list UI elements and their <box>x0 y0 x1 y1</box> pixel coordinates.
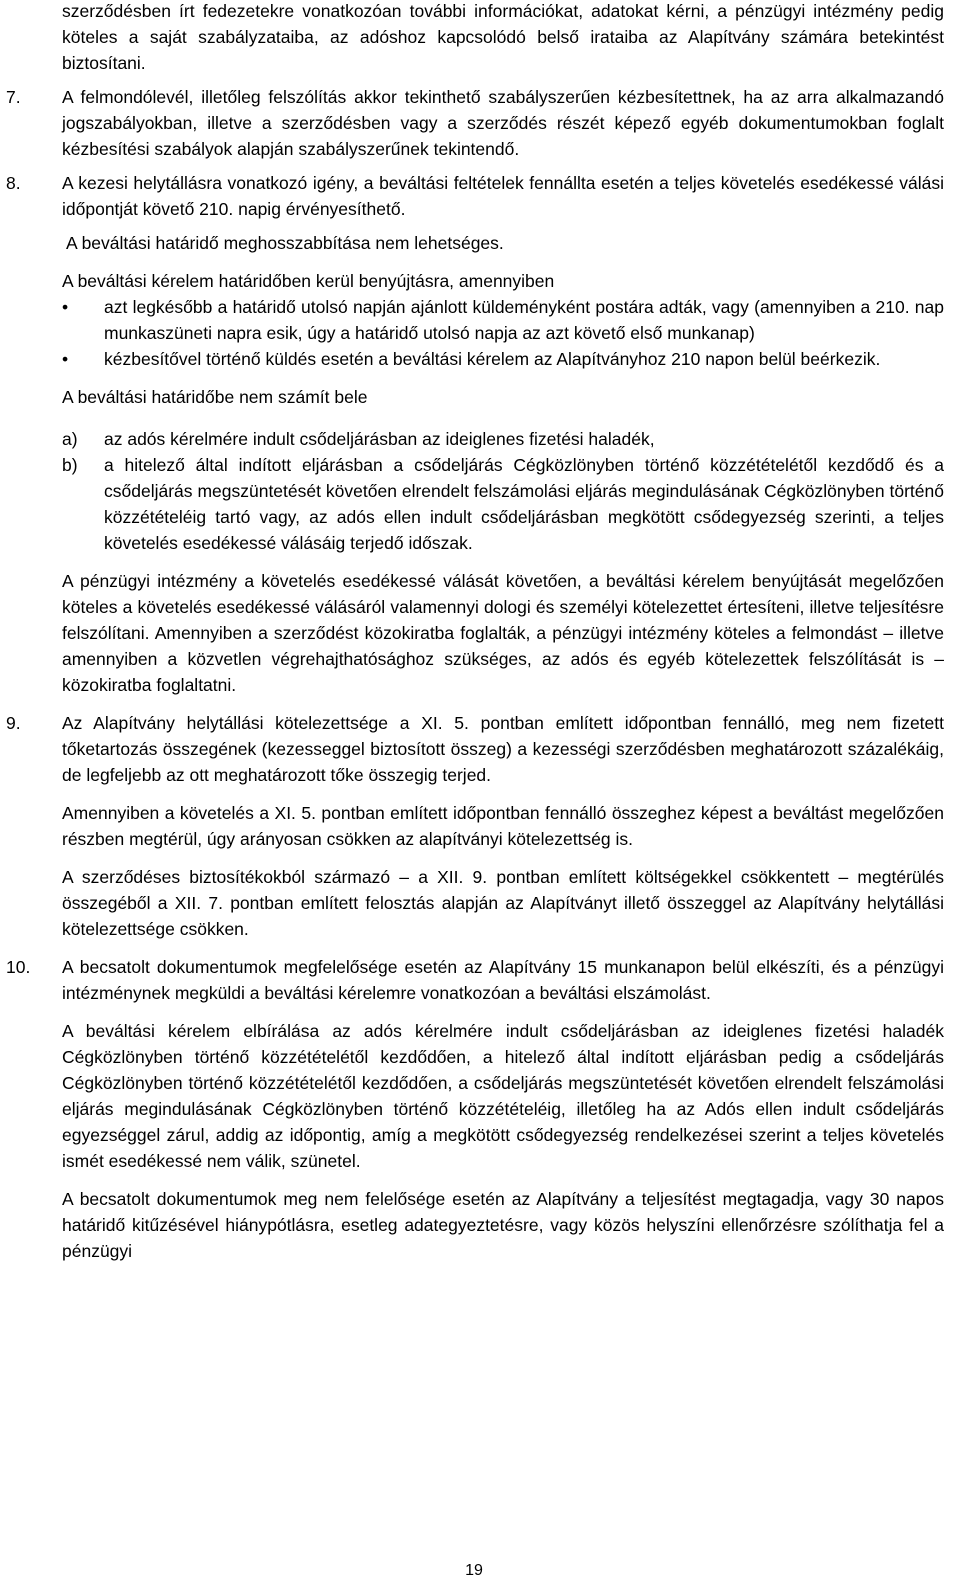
alpha-text: az adós kérelmére indult csődeljárásban az ideiglenes fizetési haladék, <box>104 429 655 449</box>
bullet-item <box>62 294 944 346</box>
item-number: 7. <box>6 87 21 107</box>
item-10 <box>6 954 944 1006</box>
bullet-symbol: • <box>62 297 69 317</box>
bullet-symbol: • <box>62 349 69 369</box>
paragraph-text: Amennyiben a követelés a XI. 5. pontban említett időpontban fennálló összeghez képest a beváltást megelőzően részben megtérül, úgy arányosan csökken az alapítványi kötelezettség is. <box>62 803 944 849</box>
continuation-paragraph <box>62 0 944 76</box>
bullet-item <box>62 346 944 372</box>
paragraph-text: A beváltási határidőbe nem számít bele <box>62 387 368 407</box>
item-number: 9. <box>6 713 21 733</box>
alpha-list-item <box>62 452 944 556</box>
item-7 <box>6 84 944 162</box>
paragraph-text: szerződésben írt fedezetekre vonatkozóan további információkat, adatokat kérni, a pénzügyi intézmény pedig köteles a saját szabályzataiba, az adóshoz kapcsolódó belső irataiba az Alapítvány számára betekintést biztosítani. <box>62 1 944 73</box>
bullet-text: kézbesítővel történő küldés esetén a beváltási kérelem az Alapítványhoz 210 napon belül beérkezik. <box>104 349 881 369</box>
item-number: 8. <box>6 173 21 193</box>
no-extension-paragraph <box>62 230 944 256</box>
paragraph-text: A pénzügyi intézmény a követelés esedékessé válását követően, a beváltási kérelem benyújtását megelőzően köteles a követelés esedékessé válásáról valamennyi dologi és személyi kötelezettet értesíteni, illetve teljesítésre felszólítani. Amennyiben a szerződést közokiratba foglalták, a pénzügyi intézmény köteles a felmondást – illetve amennyiben a közvetlen végrehajthatósághoz szükséges, az adós és egyéb kötelezettek felszólítását is – közokiratba foglaltatni. <box>62 571 944 695</box>
item-9-text: Az Alapítvány helytállási kötelezettsége a XI. 5. pontban említett időpontban fennálló, meg nem fizetett tőketartozás összegének (kezesseggel biztosított összeg) a kezességi szerződésben meghatározott százalékáig, de legfeljebb az ott meghatározott tőke összegig terjed. <box>62 713 944 785</box>
item-9 <box>6 710 944 788</box>
item-10-text: A becsatolt dokumentumok megfelelősége esetén az Alapítvány 15 munkanapon belül elkészíti, és a pénzügyi intézménynek megküldi a beváltási kérelemre vonatkozóan a beváltási elszámolást. <box>62 957 944 1003</box>
item-10-paragraph-2 <box>62 1018 944 1174</box>
alpha-text: a hitelező által indított eljárásban a csődeljárás Cégközlönyben történő közzétételétől kezdődő és a csődeljárás megszüntetését követően elrendelt felszámolási eljárás megindulásának Cégközlönyben történő közzétételéig tartó vagy, az adós ellen indult csődeljárásban megkötött csődegyezség szerinti, a teljes követelés esedékessé válásáig terjedő időszak. <box>104 455 944 553</box>
item-9-paragraph-2 <box>62 800 944 852</box>
paragraph-text: A szerződéses biztosítékokból származó – a XII. 9. pontban említett költségekkel csökkentett – megtérülés összegéből a XII. 7. pontban említett felosztás alapján az Alapítványt illető összeggel az Alapítvány helytállási kötelezettsége csökken. <box>62 867 944 939</box>
item-8-text: A kezesi helytállásra vonatkozó igény, a beváltási feltételek fennállta esetén a teljes követelés esedékessé válási időpontját követő 210. napig érvényesíthető. <box>62 173 944 219</box>
paragraph-text: A beváltási kérelem elbírálása az adós kérelmére indult csődeljárásban az ideiglenes fizetési haladék Cégközlönyben történő közzétételétől kezdődően, a hitelező által indított eljárásban pedig a csődeljárás Cégközlönyben történő közzétételétől kezdődően, a csődeljárás megszüntetését követően elrendelt felszámolási eljárás megindulásának Cégközlönyben történő közzétételéig, illetőleg ha az Adós ellen indult csődeljárás egyezséggel zárul, addig az időpontig, amíg a megkötött csődegyezség rendelkezései szerint a teljes követelés ismét esedékessé nem válik, szünetel. <box>62 1021 944 1171</box>
paragraph-text: A beváltási határidő meghosszabbítása nem lehetséges. <box>66 233 504 253</box>
item-10-paragraph-3 <box>62 1186 944 1264</box>
alpha-list-item <box>62 426 944 452</box>
item-9-paragraph-3 <box>62 864 944 942</box>
alpha-label: a) <box>62 429 78 449</box>
notify-paragraph <box>62 568 944 698</box>
deadline-intro-paragraph <box>62 268 944 294</box>
excluded-intro-paragraph <box>62 384 944 410</box>
paragraph-text: A beváltási kérelem határidőben kerül benyújtásra, amennyiben <box>62 271 555 291</box>
item-8 <box>6 170 944 222</box>
item-7-text: A felmondólevél, illetőleg felszólítás akkor tekinthető szabályszerűen kézbesítettnek, ha az arra alkalmazandó jogszabályokban, illetve a szerződésben vagy a szerződés részét képező egyéb dokumentumokban foglalt kézbesítési szabályok alapján szabályszerűnek tekintendő. <box>62 87 944 159</box>
paragraph-text: A becsatolt dokumentumok meg nem felelősége esetén az Alapítvány a teljesítést megtagadja, vagy 30 napos határidő kitűzésével hiánypótlásra, esetleg adategyeztetésre, vagy közös helyszíni ellenőrzésre szólíthatja fel a pénzügyi <box>62 1189 944 1261</box>
bullet-text: azt legkésőbb a határidő utolsó napján ajánlott küldeményként postára adták, vagy (amennyiben a 210. nap munkaszüneti napra esik, úgy a határidő utolsó napja az azt követő első munkanap) <box>104 297 944 343</box>
page-number: 19 <box>465 1562 483 1579</box>
alpha-label: b) <box>62 455 78 475</box>
item-number: 10. <box>6 957 31 977</box>
